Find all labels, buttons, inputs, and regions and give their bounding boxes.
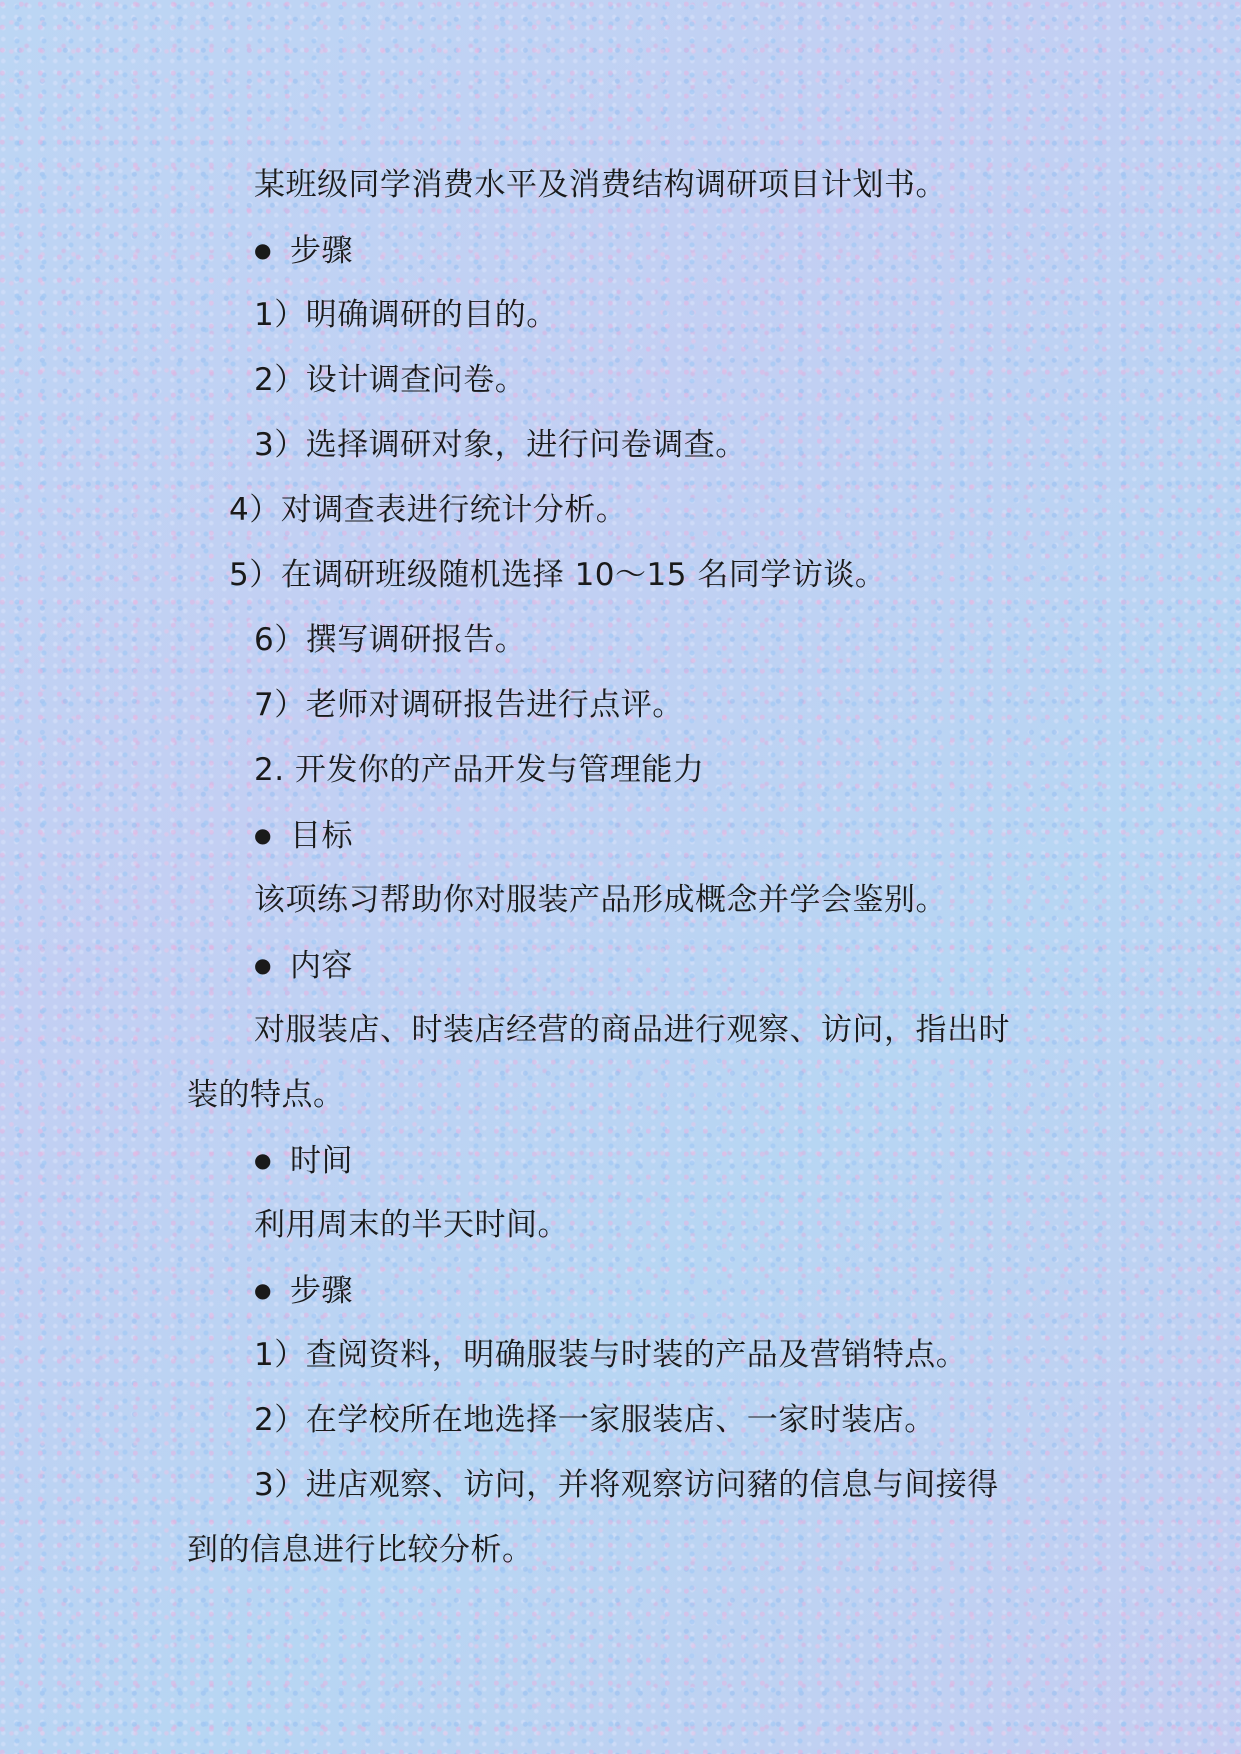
heading-label: 步骤 <box>289 1273 353 1309</box>
list-item: 1）查阅资料，明确服装与时装的产品及营销特点。 <box>254 1337 968 1373</box>
list-item: 1）明确调研的目的。 <box>254 297 558 333</box>
list-item: 5）在调研班级随机选择 10～15 名同学访谈。 <box>229 557 887 593</box>
heading-goal <box>254 815 353 856</box>
section-title: 2. 开发你的产品开发与管理能力 <box>254 752 705 788</box>
paragraph-time: 利用周末的半天时间。 <box>254 1207 569 1243</box>
heading-time <box>254 1140 353 1181</box>
paragraph-goal: 该项练习帮助你对服装产品形成概念并学会鉴别。 <box>254 882 947 918</box>
list-item: 2）设计调查问卷。 <box>254 362 527 398</box>
list-item: 3）选择调研对象，进行问卷调查。 <box>254 427 747 463</box>
paragraph-content-continued: 装的特点。 <box>187 1077 345 1113</box>
paragraph-content: 对服装店、时装店经营的商品进行观察、访问，指出时 <box>254 1012 1010 1048</box>
heading-label: 步骤 <box>289 233 353 269</box>
list-item: 7）老师对调研报告进行点评。 <box>254 687 684 723</box>
list-item: 3）进店观察、访问，并将观察访问豬的信息与间接得 <box>254 1467 999 1503</box>
heading-content <box>254 945 353 986</box>
paragraph-project-plan: 某班级同学消费水平及消费结构调研项目计划书。 <box>254 167 947 203</box>
list-item-continued: 到的信息进行比较分析。 <box>187 1532 534 1568</box>
heading-steps-2 <box>254 1270 353 1311</box>
bullet-icon: ● <box>254 1278 272 1302</box>
list-item: 2）在学校所在地选择一家服装店、一家时装店。 <box>254 1402 936 1438</box>
heading-steps <box>254 230 353 271</box>
heading-label: 目标 <box>289 818 353 854</box>
bullet-icon: ● <box>254 953 272 977</box>
list-item: 4）对调查表进行统计分析。 <box>229 492 628 528</box>
heading-label: 时间 <box>289 1143 353 1179</box>
bullet-icon: ● <box>254 238 272 262</box>
bullet-icon: ● <box>254 823 272 847</box>
heading-label: 内容 <box>289 948 353 984</box>
list-item: 6）撰写调研报告。 <box>254 622 527 658</box>
bullet-icon: ● <box>254 1148 272 1172</box>
